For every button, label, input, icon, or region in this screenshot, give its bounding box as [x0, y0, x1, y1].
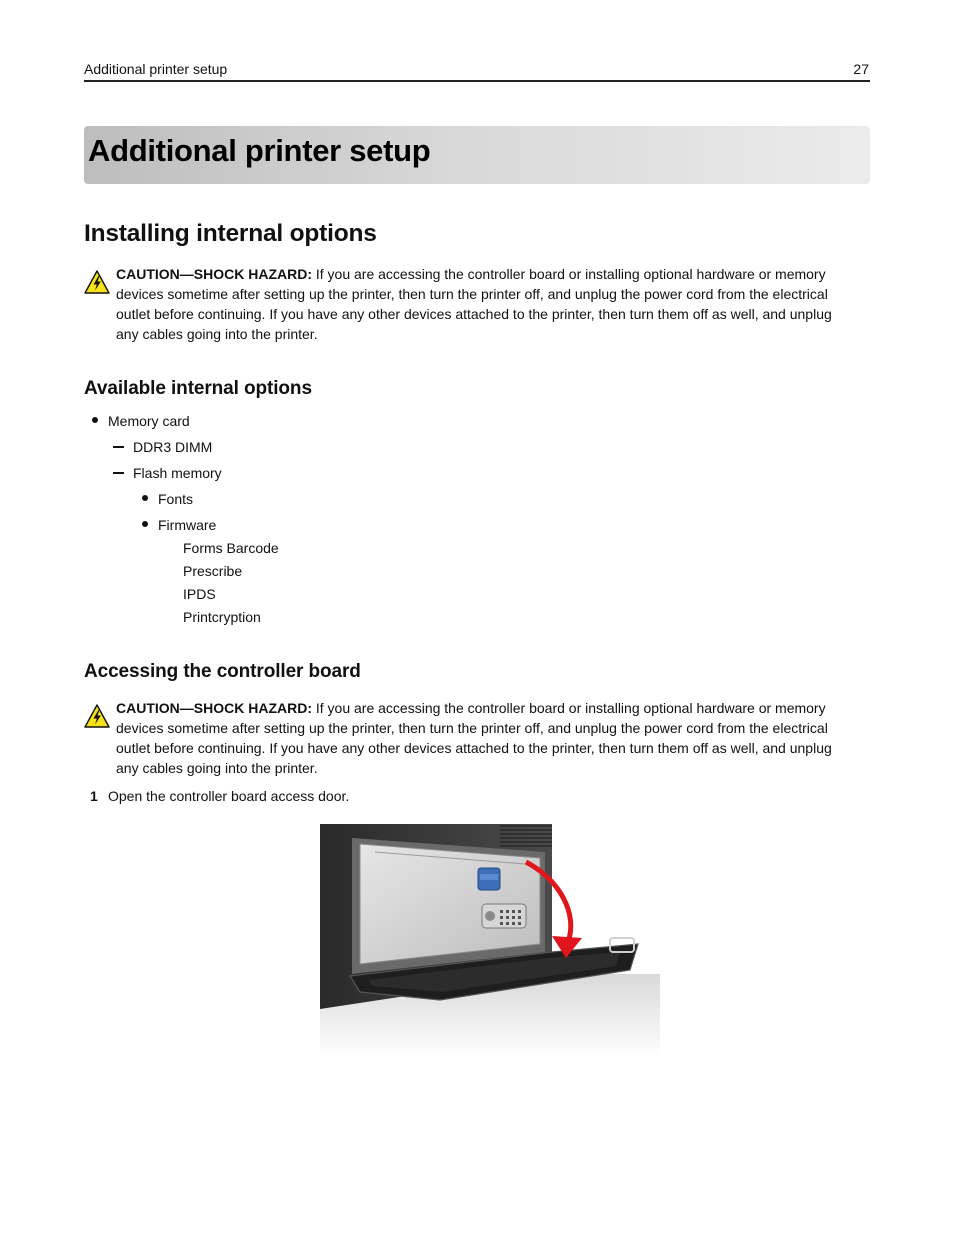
- caution-text: [116, 698, 851, 778]
- list-item-printcryption: Printcryption: [183, 609, 261, 625]
- bullet-icon: [142, 521, 148, 527]
- list-item-ddr3-dimm: DDR3 DIMM: [133, 439, 213, 455]
- list-item-firmware: Firmware: [158, 517, 217, 533]
- caution-label: CAUTION—SHOCK HAZARD:: [116, 266, 312, 282]
- caution-body: If you are accessing the controller board or installing optional hardware or memory devices sometime after setting up the printer, then turn the printer off, and unplug the power cord from the electrical outlet before continuing. If you have any other devices attached to the printer, then turn them off as well, and unplug any cables going into the printer.: [116, 266, 832, 342]
- dash-icon: [113, 446, 124, 448]
- caution-label: CAUTION—SHOCK HAZARD:: [116, 700, 312, 716]
- caution-block-install: [84, 264, 870, 344]
- caution-text: [116, 264, 851, 344]
- bullet-icon: [92, 417, 98, 423]
- shock-hazard-warning-icon: [84, 270, 110, 294]
- subsection-title-available-options: Available internal options: [84, 378, 312, 399]
- subsection-title-accessing-controller-board: Accessing the controller board: [84, 661, 361, 682]
- running-header-title: Additional printer setup: [84, 61, 228, 77]
- list-item-ipds: IPDS: [183, 586, 216, 602]
- chapter-title: Additional printer setup: [88, 133, 431, 168]
- list-item-fonts: Fonts: [158, 491, 194, 507]
- chapter-title-band: [84, 126, 870, 184]
- caution-block-access: [84, 698, 870, 778]
- step-number: 1: [90, 788, 98, 804]
- controller-board-door-illustration: [320, 824, 660, 1058]
- dash-icon: [113, 472, 124, 474]
- list-item-memory-card: Memory card: [108, 413, 190, 429]
- list-item-prescribe: Prescribe: [183, 563, 243, 579]
- header-rule: [84, 80, 870, 82]
- step-text: Open the controller board access door.: [108, 788, 350, 804]
- list-item-forms-barcode: Forms Barcode: [183, 540, 279, 556]
- section-title: Installing internal options: [84, 220, 377, 247]
- page-number: 27: [853, 61, 869, 77]
- caution-body: If you are accessing the controller board or installing optional hardware or memory devices sometime after setting up the printer, then turn the printer off, and unplug the power cord from the electrical outlet before continuing. If you have any other devices attached to the printer, then turn them off as well, and unplug any cables going into the printer.: [116, 700, 832, 776]
- shock-hazard-warning-icon: [84, 704, 110, 728]
- bullet-icon: [142, 495, 148, 501]
- list-item-flash-memory: Flash memory: [133, 465, 222, 481]
